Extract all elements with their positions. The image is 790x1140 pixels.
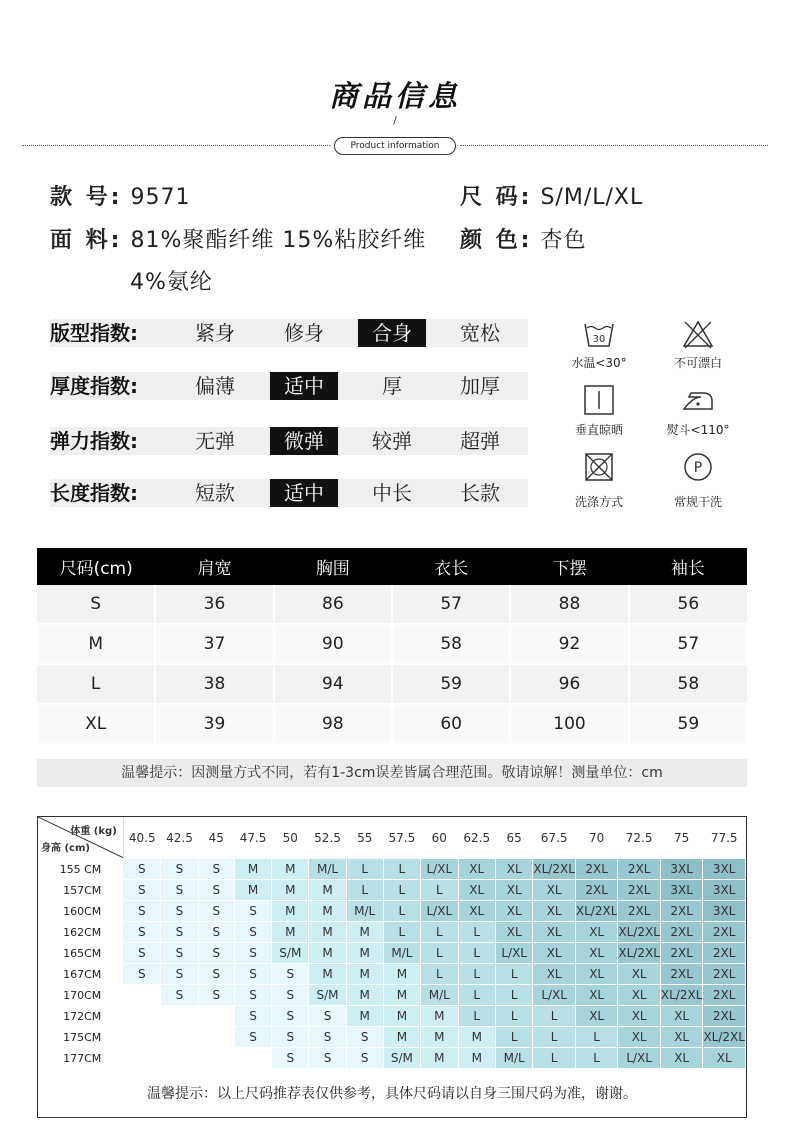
recommendation-cell: M	[346, 922, 383, 943]
recommendation-cell: M	[458, 1048, 495, 1069]
recommendation-cell: M	[309, 901, 346, 922]
index-option: 短款	[195, 481, 235, 505]
recommendation-cell: M/L	[495, 1048, 532, 1069]
weight-header: 50	[282, 831, 298, 845]
measurement-tip: 温馨提示：因测量方式不同，若有1-3cm误差皆属合理范围。敬请谅解！测量单位：cm	[37, 759, 747, 787]
index-option: 超弹	[460, 429, 500, 453]
recommendation-cell: S	[123, 880, 161, 901]
recommendation-cell: M	[346, 985, 383, 1006]
recommendation-cell: M	[309, 964, 346, 985]
weight-header: 72.5	[625, 831, 653, 845]
recommendation-cell: M	[458, 1027, 495, 1048]
index-option: 厚	[382, 374, 402, 398]
index-option-selected: 合身	[358, 319, 426, 347]
recommendation-cell: M	[383, 964, 420, 985]
size-cell: 100	[510, 704, 628, 744]
height-label: 162CM	[38, 922, 123, 943]
recommendation-cell: L/XL	[618, 1048, 661, 1069]
header-length: 衣长	[392, 548, 510, 585]
wash-temp-text: 30	[592, 334, 606, 345]
recommendation-cell: L	[346, 880, 383, 901]
recommendation-cell: L	[495, 1006, 532, 1027]
no-bleach-icon	[681, 318, 715, 352]
recommendation-cell: 2XL	[703, 1006, 746, 1027]
recommendation-cell: S	[234, 943, 271, 964]
height-label: 160CM	[38, 901, 123, 922]
index-option: 紧身	[195, 321, 235, 345]
recommendation-cell: M	[346, 943, 383, 964]
dry-clean-letter: P	[693, 460, 703, 476]
index-option: 加厚	[460, 374, 500, 398]
recommendation-cell: L/XL	[421, 901, 458, 922]
recommendation-cell: S	[272, 964, 309, 985]
recommendation-cell: XL	[618, 1006, 661, 1027]
recommendation-row	[38, 859, 746, 880]
recommendation-row	[38, 964, 746, 985]
hang-dry-icon	[582, 383, 616, 417]
weight-header: 65	[506, 831, 522, 845]
recommendation-cell: S	[123, 901, 161, 922]
color-label: 颜 色:	[460, 228, 533, 253]
index-option-selected: 适中	[270, 479, 338, 507]
recommendation-cell: XL	[660, 1006, 703, 1027]
recommendation-cell: L	[458, 1006, 495, 1027]
recommendation-cell: S	[234, 964, 271, 985]
index-row	[50, 479, 528, 507]
recommendation-cell: S	[234, 922, 271, 943]
recommendation-cell: XL/2XL	[575, 901, 618, 922]
size-table-header	[37, 548, 747, 585]
recommendation-cell: S	[161, 943, 198, 964]
size-cell: 96	[510, 664, 628, 704]
recommendation-cell	[123, 1006, 161, 1027]
size-cell: L	[37, 664, 155, 704]
recommendation-cell: XL	[458, 880, 495, 901]
size-cell: 60	[392, 704, 510, 744]
recommendation-cell: M	[346, 964, 383, 985]
recommendation-cell: 2XL	[618, 901, 661, 922]
recommendation-cell: S	[161, 901, 198, 922]
recommendation-cell: S/M	[309, 985, 346, 1006]
header-sleeve: 袖长	[629, 548, 747, 585]
weight-header: 45	[208, 831, 224, 845]
height-label: 165CM	[38, 943, 123, 964]
section-subtitle: Product information	[334, 137, 456, 155]
recommendation-cell: M	[272, 880, 309, 901]
size-cell: 94	[274, 664, 392, 704]
recommendation-cell: XL	[660, 1048, 703, 1069]
weight-header: 62.5	[463, 831, 491, 845]
recommendation-cell: M/L	[309, 859, 346, 880]
recommendation-cell: S	[346, 1048, 383, 1069]
recommendation-cell: S	[234, 901, 271, 922]
recommendation-cell: S	[234, 1027, 271, 1048]
recommendation-row	[38, 1027, 746, 1048]
height-label: 170CM	[38, 985, 123, 1006]
recommendation-cell: S	[123, 922, 161, 943]
size-cell: 88	[510, 585, 628, 624]
recommendation-cell: XL	[575, 922, 618, 943]
recommendation-cell: L	[533, 1027, 576, 1048]
size-cell: 90	[274, 624, 392, 664]
size-cell: 57	[392, 585, 510, 624]
recommendation-cell: 2XL	[575, 880, 618, 901]
recommendation-cell: XL/2XL	[703, 1027, 746, 1048]
recommendation-cell: L/XL	[495, 943, 532, 964]
recommendation-cell	[123, 1027, 161, 1048]
recommendation-cell: M	[309, 880, 346, 901]
height-label: 177CM	[38, 1048, 123, 1069]
recommendation-cell: L	[383, 859, 420, 880]
recommendation-cell: 3XL	[703, 880, 746, 901]
wash-30-icon	[582, 318, 616, 352]
recommendation-cell: S/M	[383, 1048, 420, 1069]
recommendation-cell: XL	[495, 922, 532, 943]
index-option: 中长	[372, 481, 412, 505]
header-chest: 胸围	[274, 548, 392, 585]
header-shoulder: 肩宽	[155, 548, 273, 585]
recommendation-cell: M	[272, 901, 309, 922]
recommendation-cell: XL/2XL	[618, 922, 661, 943]
recommendation-cell: M	[272, 922, 309, 943]
recommendation-cell: S	[272, 1048, 309, 1069]
recommendation-cell: L	[458, 985, 495, 1006]
recommendation-cell: S/M	[272, 943, 309, 964]
recommendation-cell: S	[123, 859, 161, 880]
size-row	[37, 664, 747, 704]
recommendation-cell: S	[198, 901, 234, 922]
recommendation-cell: M	[234, 859, 271, 880]
recommendation-cell: L	[421, 880, 458, 901]
index-label: 弹力指数:	[50, 429, 138, 453]
recommendation-cell: XL	[618, 964, 661, 985]
size-row	[37, 585, 747, 624]
recommendation-cell: XL	[495, 859, 532, 880]
recommendation-cell	[198, 1048, 234, 1069]
recommendation-cell	[123, 1048, 161, 1069]
recommendation-cell: S	[272, 1027, 309, 1048]
recommendation-cell: L	[533, 1048, 576, 1069]
recommendation-cell: S	[234, 1006, 271, 1027]
recommendation-cell: 2XL	[703, 943, 746, 964]
recommendation-cell: XL	[703, 1048, 746, 1069]
care-label-dry: 垂直晾晒	[574, 423, 623, 437]
index-option-selected: 适中	[270, 372, 338, 400]
weight-header: 52.5	[314, 831, 341, 845]
size-range-label: 尺 码:	[460, 185, 533, 210]
weight-header: 70	[589, 831, 605, 845]
recommendation-cell: XL	[495, 880, 532, 901]
size-cell: 39	[155, 704, 273, 744]
care-label-bleach: 不可漂白	[673, 356, 722, 370]
weight-header: 77.5	[710, 831, 738, 845]
recommendation-cell: XL	[618, 1027, 661, 1048]
recommendation-cell: M	[272, 859, 309, 880]
recommendation-cell: L/XL	[533, 985, 576, 1006]
recommendation-cell: XL	[660, 1027, 703, 1048]
recommendation-cell: S	[309, 1006, 346, 1027]
diagonal-header	[38, 817, 123, 859]
care-label-dry-clean: 常规干洗	[673, 495, 722, 509]
recommendation-cell: L/XL	[421, 859, 458, 880]
recommendation-cell: XL	[575, 964, 618, 985]
recommendation-cell: S	[198, 922, 234, 943]
recommendation-cell: S	[123, 943, 161, 964]
recommendation-cell: XL	[575, 943, 618, 964]
recommendation-cell: XL	[575, 985, 618, 1006]
recommendation-cell: L	[533, 1006, 576, 1027]
index-option: 无弹	[195, 429, 235, 453]
size-cell: 59	[392, 664, 510, 704]
recommendation-cell: 2XL	[575, 859, 618, 880]
size-cell: 59	[629, 704, 747, 744]
recommendation-cell: S	[309, 1048, 346, 1069]
recommendation-cell: 2XL	[660, 964, 703, 985]
no-wash-icon	[582, 450, 616, 484]
recommendation-cell: S	[198, 859, 234, 880]
weight-header: 75	[674, 831, 690, 845]
recommendation-cell	[198, 1006, 234, 1027]
recommendation-cell: 3XL	[660, 880, 703, 901]
size-cell: S	[37, 585, 155, 624]
recommendation-cell: S	[234, 985, 271, 1006]
recommendation-cell: L	[495, 964, 532, 985]
recommendation-cell: XL/2XL	[618, 943, 661, 964]
size-range-value: S/M/L/XL	[540, 185, 644, 210]
recommendation-cell: XL	[533, 922, 576, 943]
fabric-value-line2: 4%氨纶	[130, 270, 213, 295]
recommendation-cell: L	[458, 943, 495, 964]
recommendation-cell: M/L	[383, 943, 420, 964]
recommendation-cell: XL	[458, 859, 495, 880]
size-table	[37, 548, 747, 745]
recommendation-tip: 温馨提示：以上尺码推荐表仅供参考，具体尺码请以自身三围尺码为准，谢谢。	[147, 1086, 637, 1102]
recommendation-cell: XL	[533, 964, 576, 985]
recommendation-cell: 3XL	[703, 901, 746, 922]
height-label: 175CM	[38, 1027, 123, 1048]
index-option: 长款	[460, 481, 500, 505]
height-label: 167CM	[38, 964, 123, 985]
height-label: 155 CM	[38, 859, 123, 880]
recommendation-cell: 3XL	[660, 859, 703, 880]
height-label: 157CM	[38, 880, 123, 901]
care-label-iron: 熨斗<110°	[666, 423, 730, 437]
recommendation-cell: XL	[533, 943, 576, 964]
recommendation-cell: M	[309, 922, 346, 943]
recommendation-cell: L	[383, 922, 420, 943]
fabric-value-line1: 81%聚酯纤维 15%粘胶纤维	[130, 228, 427, 253]
recommendation-cell: S	[161, 922, 198, 943]
size-cell: 98	[274, 704, 392, 744]
recommendation-cell: 2XL	[660, 901, 703, 922]
recommendation-row	[38, 985, 746, 1006]
recommendation-cell: M	[383, 1006, 420, 1027]
size-row	[37, 704, 747, 744]
index-option: 宽松	[460, 321, 500, 345]
recommendation-cell: L	[575, 1048, 618, 1069]
recommendation-cell: S	[161, 859, 198, 880]
recommendation-cell: M	[383, 1027, 420, 1048]
index-row	[50, 319, 528, 347]
recommendation-cell: XL	[495, 901, 532, 922]
recommendation-table	[38, 817, 746, 1069]
size-cell: 58	[629, 664, 747, 704]
recommendation-cell: L	[458, 922, 495, 943]
recommendation-cell: XL	[533, 901, 576, 922]
recommendation-cell	[161, 1048, 198, 1069]
recommendation-cell: L	[346, 859, 383, 880]
recommendation-row	[38, 901, 746, 922]
recommendation-cell: L	[383, 901, 420, 922]
dry-clean-icon	[681, 450, 715, 484]
index-label: 版型指数:	[50, 321, 138, 345]
recommendation-cell: S	[198, 943, 234, 964]
size-cell: M	[37, 624, 155, 664]
recommendation-cell: 2XL	[703, 922, 746, 943]
index-option: 偏薄	[195, 374, 235, 398]
weight-header: 47.5	[239, 831, 267, 845]
index-option: 较弹	[372, 429, 412, 453]
header-size: 尺码(cm)	[37, 548, 155, 585]
recommendation-cell: M/L	[421, 985, 458, 1006]
size-range	[460, 180, 643, 211]
recommendation-cell: XL/2XL	[533, 859, 576, 880]
weight-axis-label: 体重 (kg)	[70, 826, 117, 837]
recommendation-row	[38, 1006, 746, 1027]
size-cell: XL	[37, 704, 155, 744]
weight-header: 60	[431, 831, 447, 845]
index-row	[50, 372, 528, 400]
recommendation-cell	[123, 985, 161, 1006]
size-cell: 58	[392, 624, 510, 664]
recommendation-cell: 2XL	[618, 859, 661, 880]
iron-icon	[681, 383, 715, 417]
weight-header: 40.5	[128, 831, 156, 845]
recommendation-row	[38, 922, 746, 943]
recommendation-cell: 2XL	[660, 922, 703, 943]
size-recommendation	[37, 816, 747, 1118]
recommendation-cell: S	[123, 964, 161, 985]
recommendation-cell	[234, 1048, 271, 1069]
size-cell: 37	[155, 624, 273, 664]
recommendation-cell: XL	[618, 985, 661, 1006]
size-cell: 92	[510, 624, 628, 664]
recommendation-cell: M	[383, 985, 420, 1006]
size-cell: 38	[155, 664, 273, 704]
recommendation-cell: L	[421, 922, 458, 943]
weight-header: 55	[357, 831, 373, 845]
recommendation-cell: S	[198, 985, 234, 1006]
size-cell: 57	[629, 624, 747, 664]
style-number	[50, 180, 190, 211]
weight-header: 42.5	[166, 831, 193, 845]
recommendation-cell: XL	[458, 901, 495, 922]
height-label: 172CM	[38, 1006, 123, 1027]
recommendation-cell: S	[161, 880, 198, 901]
recommendation-cell: S	[346, 1027, 383, 1048]
recommendation-cell: S	[272, 1006, 309, 1027]
recommendation-cell: M	[421, 1027, 458, 1048]
recommendation-cell: S	[161, 985, 198, 1006]
color	[460, 223, 586, 254]
index-option: 修身	[284, 321, 324, 345]
recommendation-cell: M	[421, 1006, 458, 1027]
color-value: 杏色	[540, 228, 587, 253]
height-axis-label: 身高 (cm)	[41, 843, 90, 854]
index-row	[50, 427, 528, 455]
recommendation-cell: S	[198, 964, 234, 985]
divider-right	[460, 145, 768, 146]
care-label-wash-method: 洗涤方式	[574, 495, 623, 509]
style-number-value: 9571	[130, 185, 191, 210]
recommendation-row	[38, 943, 746, 964]
recommendation-cell: L	[458, 964, 495, 985]
index-option-selected: 微弹	[270, 427, 338, 455]
style-number-label: 款 号:	[50, 185, 123, 210]
care-label-wash: 水温<30°	[571, 356, 627, 370]
size-cell: 86	[274, 585, 392, 624]
recommendation-cell: L	[421, 964, 458, 985]
recommendation-cell: L	[575, 1027, 618, 1048]
recommendation-cell: XL/2XL	[660, 985, 703, 1006]
recommendation-cell: 2XL	[703, 964, 746, 985]
recommendation-row	[38, 1048, 746, 1069]
recommendation-cell: S	[309, 1027, 346, 1048]
recommendation-cell: XL	[575, 1006, 618, 1027]
recommendation-cell: 2XL	[618, 880, 661, 901]
recommendation-cell	[161, 1027, 198, 1048]
recommendation-cell: L	[495, 985, 532, 1006]
recommendation-cell	[198, 1027, 234, 1048]
divider-left	[22, 145, 330, 146]
title-slash: /	[393, 114, 397, 127]
weight-header: 57.5	[388, 831, 416, 845]
recommendation-cell: S	[161, 964, 198, 985]
size-cell: 36	[155, 585, 273, 624]
fabric	[50, 223, 426, 254]
recommendation-cell: M	[421, 1048, 458, 1069]
recommendation-cell: S	[272, 985, 309, 1006]
recommendation-cell: 3XL	[703, 859, 746, 880]
recommendation-cell: 2XL	[660, 943, 703, 964]
recommendation-row	[38, 880, 746, 901]
index-label: 长度指数:	[50, 481, 138, 505]
recommendation-cell: XL	[533, 880, 576, 901]
weight-header: 67.5	[540, 831, 568, 845]
page-title: 商品信息	[328, 79, 461, 113]
recommendation-cell: M	[234, 880, 271, 901]
recommendation-cell: L	[421, 943, 458, 964]
recommendation-cell: M/L	[346, 901, 383, 922]
recommendation-cell: S	[198, 880, 234, 901]
recommendation-cell: M	[309, 943, 346, 964]
recommendation-cell: M	[346, 1006, 383, 1027]
recommendation-cell: 2XL	[703, 985, 746, 1006]
recommendation-cell	[161, 1006, 198, 1027]
size-cell: 56	[629, 585, 747, 624]
header-hem: 下摆	[510, 548, 628, 585]
recommendation-cell: L	[495, 1027, 532, 1048]
size-row	[37, 624, 747, 664]
recommendation-cell: L	[383, 880, 420, 901]
fabric-label: 面 料:	[50, 228, 123, 253]
index-label: 厚度指数:	[50, 374, 138, 398]
